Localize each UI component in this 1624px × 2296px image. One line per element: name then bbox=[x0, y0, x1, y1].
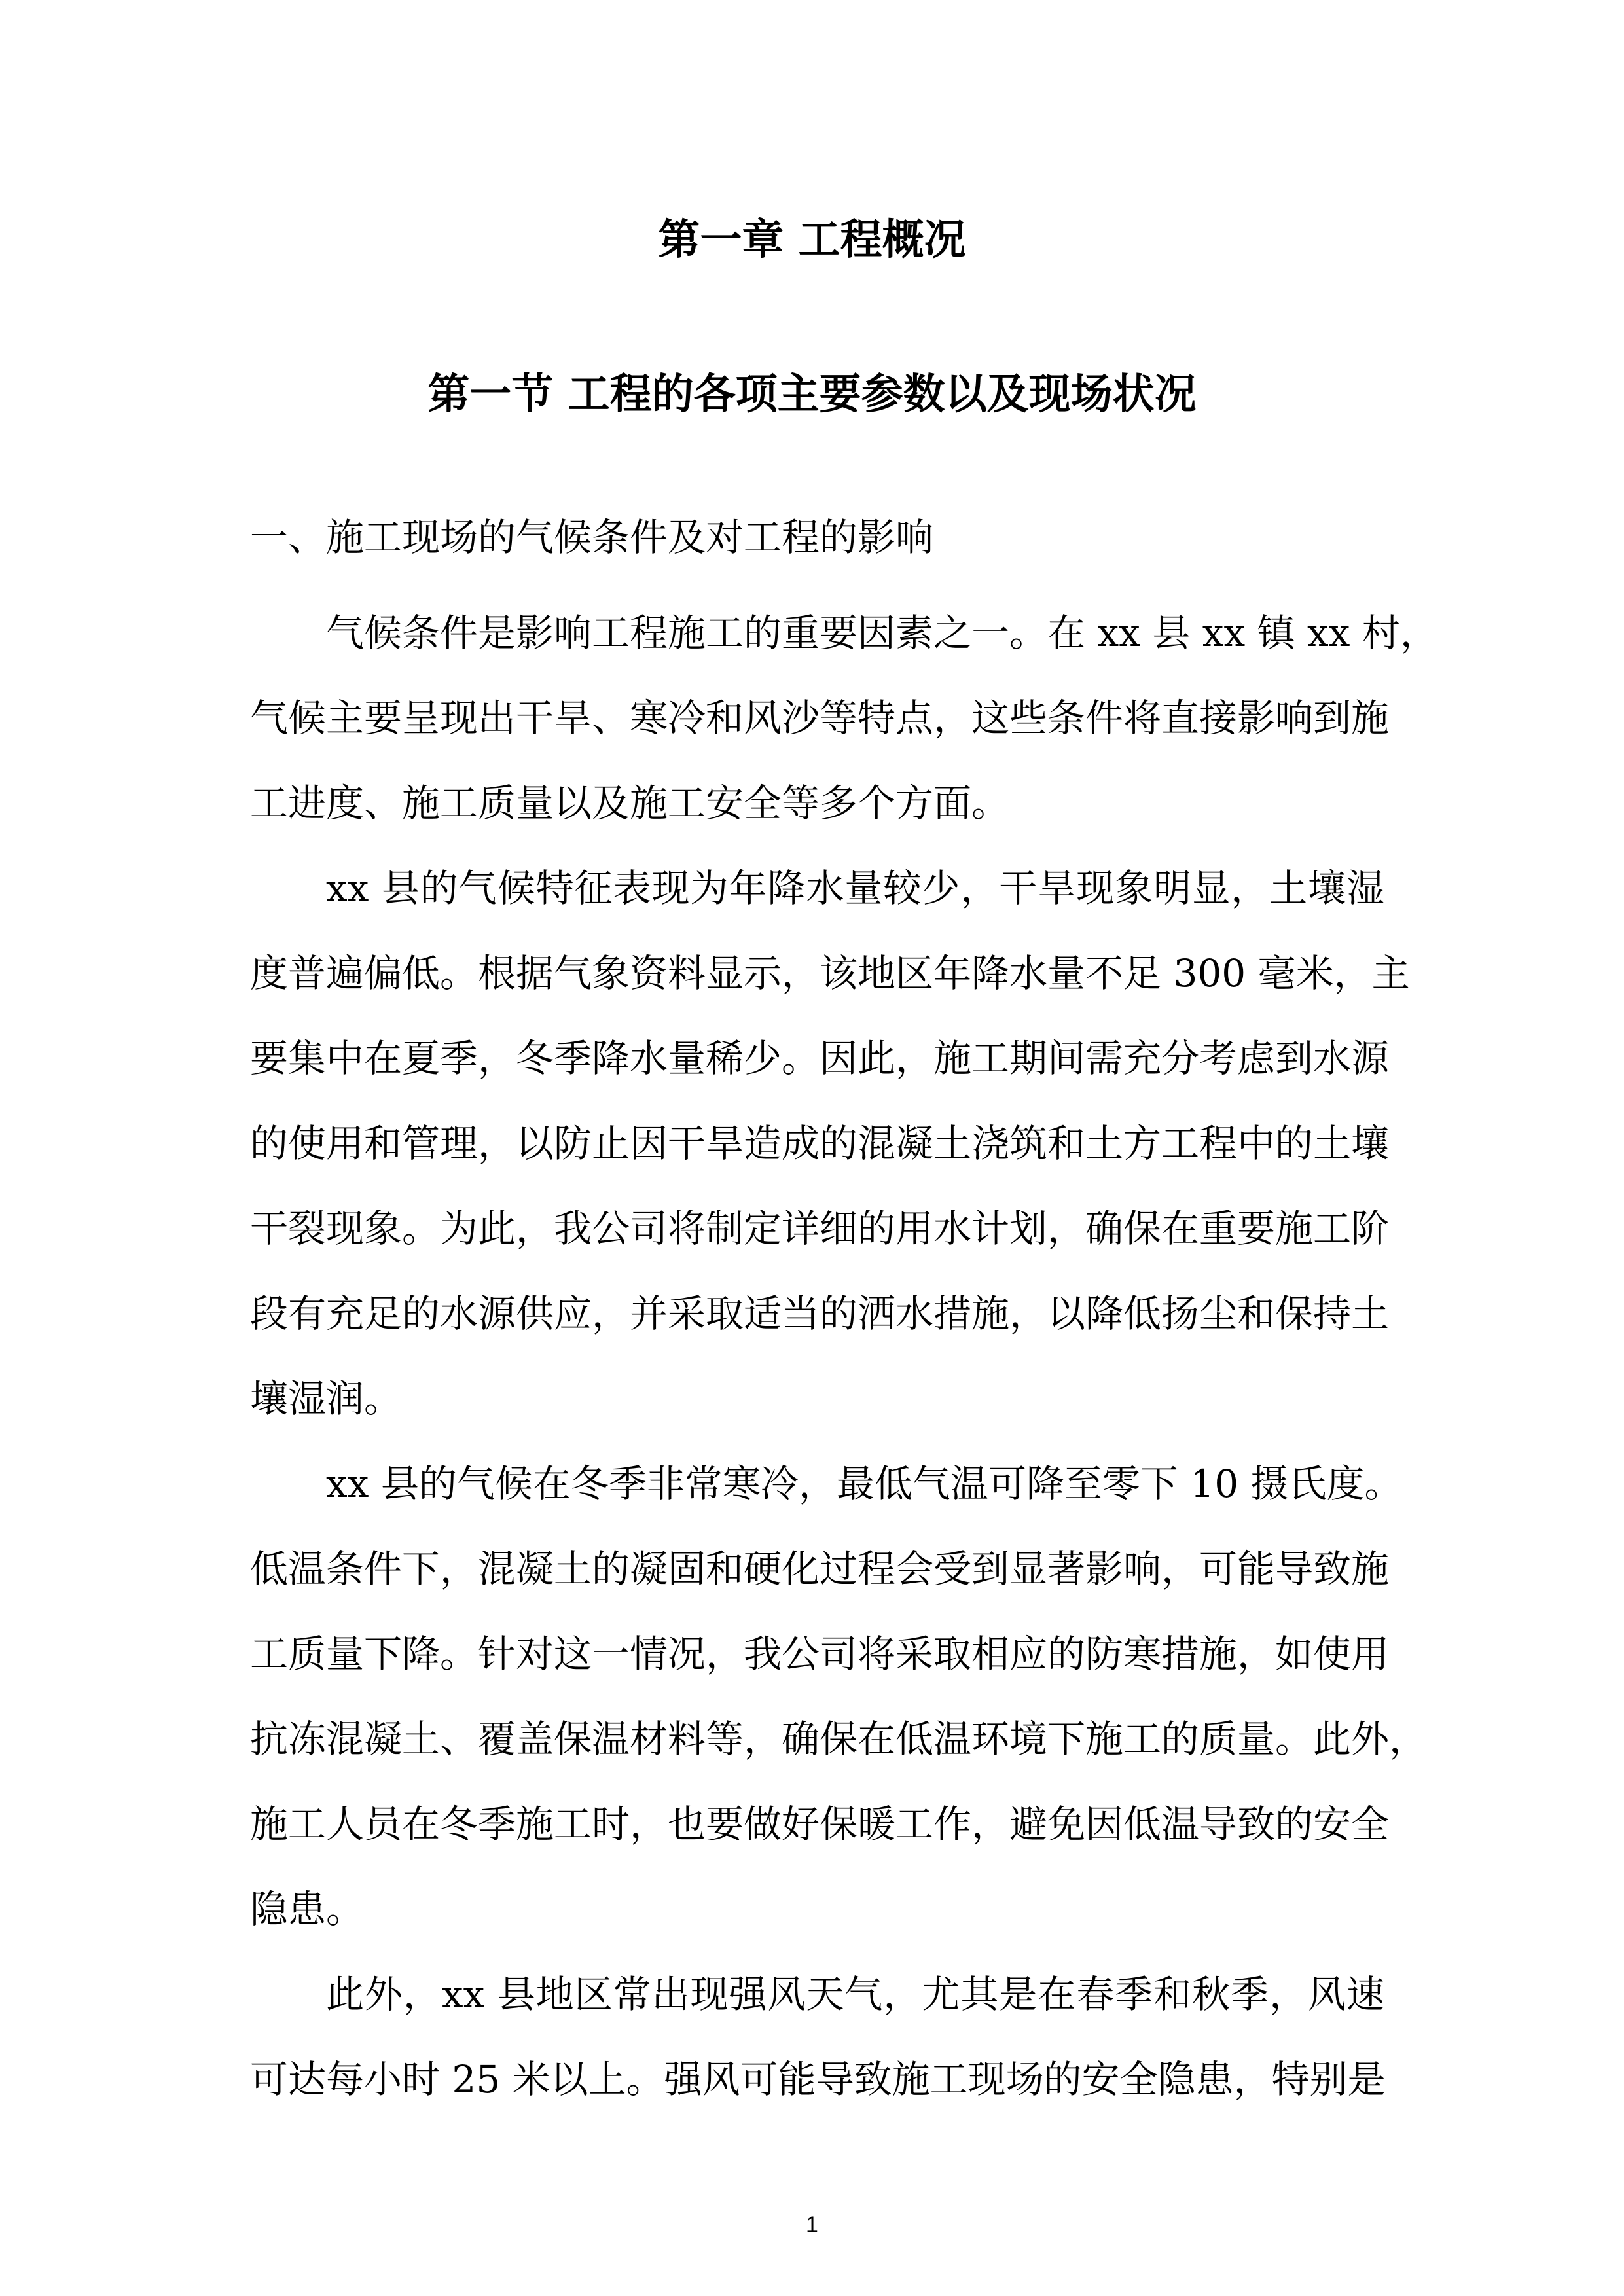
text-line: 气候条件是影响工程施工的重要因素之一。在 xx 县 xx 镇 xx 村， bbox=[326, 611, 1438, 655]
text-line: 抗冻混凝土、覆盖保温材料等，确保在低温环境下施工的质量。此外， bbox=[250, 1717, 1428, 1761]
text-line: 可达每小时 25 米以上。强风可能导致施工现场的安全隐患，特别是 bbox=[250, 2057, 1386, 2102]
text-line: 气候主要呈现出干旱、寒冷和风沙等特点，这些条件将直接影响到施 bbox=[250, 696, 1390, 740]
text-line: 工质量下降。针对这一情况，我公司将采取相应的防寒措施，如使用 bbox=[250, 1632, 1390, 1676]
section-title: 第一节 工程的各项主要参数以及现场状况 bbox=[427, 370, 1197, 419]
paragraph bbox=[250, 1441, 1428, 1952]
paragraph bbox=[250, 1952, 1384, 2122]
text-line: 隐患。 bbox=[250, 1887, 365, 1931]
text-line: 干裂现象。为此，我公司将制定详细的用水计划，确保在重要施工阶 bbox=[250, 1206, 1390, 1251]
page-number: 1 bbox=[806, 2212, 818, 2237]
text-line: 的使用和管理，以防止因干旱造成的混凝土浇筑和土方工程中的土壤 bbox=[250, 1121, 1390, 1166]
chapter-title: 第一章 工程概况 bbox=[658, 215, 966, 264]
text-line: 要集中在夏季，冬季降水量稀少。因此，施工期间需充分考虑到水源 bbox=[250, 1036, 1390, 1081]
text-line: 此外，xx 县地区常出现强风天气，尤其是在春季和秋季，风速 bbox=[326, 1972, 1384, 2017]
paragraph bbox=[250, 590, 1438, 846]
text-line: 低温条件下，混凝土的凝固和硬化过程会受到显著影响，可能导致施 bbox=[250, 1547, 1390, 1591]
text-line: 壤湿润。 bbox=[250, 1376, 403, 1421]
body-text bbox=[250, 590, 1438, 2122]
text-line: 施工人员在冬季施工时，也要做好保暖工作，避免因低温导致的安全 bbox=[250, 1802, 1390, 1846]
text-line: 工进度、施工质量以及施工安全等多个方面。 bbox=[250, 781, 1010, 825]
text-line: 度普遍偏低。根据气象资料显示，该地区年降水量不足 300 毫米，主 bbox=[250, 951, 1410, 996]
text-line: 段有充足的水源供应，并采取适当的洒水措施，以降低扬尘和保持土 bbox=[250, 1291, 1390, 1336]
paragraph bbox=[250, 846, 1410, 1441]
text-line: xx 县的气候在冬季非常寒冷，最低气温可降至零下 10 摄氏度。 bbox=[326, 1462, 1403, 1506]
subheading: 一、施工现场的气候条件及对工程的影响 bbox=[250, 515, 934, 560]
text-line: xx 县的气候特征表现为年降水量较少，干旱现象明显，土壤湿 bbox=[326, 866, 1384, 910]
